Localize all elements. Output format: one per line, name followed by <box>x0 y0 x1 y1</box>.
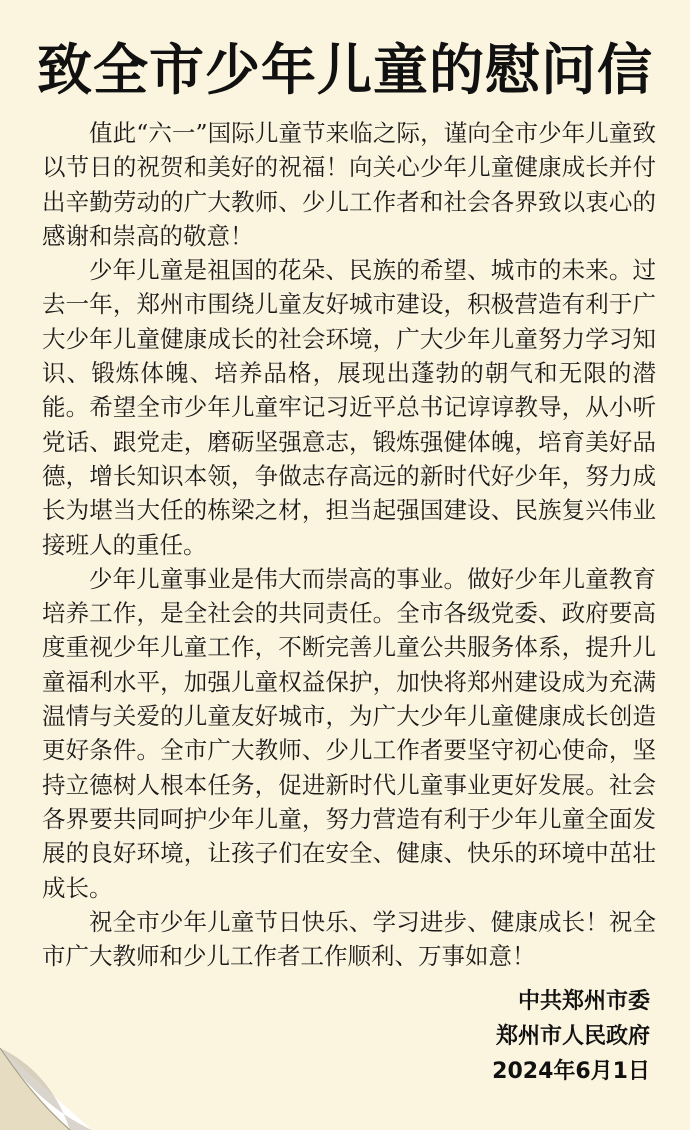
letter-body <box>42 116 656 973</box>
paragraph-responsibility: 少年儿童事业是伟大而崇高的事业。做好少年儿童教育培养工作，是全社会的共同责任。全市各级党委、政府要高度重视少年儿童工作，不断完善儿童公共服务体系，提升儿童福利水平，加强儿童权益保护，加快将郑州建设成为充满温情与关爱的儿童友好城市，为广大少年儿童健康成长创造更好条件。全市广大教师、少儿工作者要坚守初心使命，坚持立德树人根本任务，促进新时代儿童事业更好发展。社会各界要共同呵护少年儿童，努力营造有利于少年儿童全面发展的良好环境，让孩子们在安全、健康、快乐的环境中茁壮成长。 <box>42 564 656 902</box>
signature-date: 2024年6月1日 <box>492 1059 650 1084</box>
letter-title: 致全市少年儿童的慰问信 <box>36 38 653 102</box>
signature-block <box>492 984 650 1089</box>
paragraph-wishes: 祝全市少年儿童节日快乐、学习进步、健康成长！祝全市广大教师和少儿工作者工作顺利、万事如意！ <box>42 907 656 971</box>
page-curl-icon <box>0 1048 92 1130</box>
signature-party-committee: 中共郑州市委 <box>517 989 650 1014</box>
signature-government: 郑州市人民政府 <box>495 1024 650 1049</box>
paragraph-greeting: 值此“六一”国际儿童节来临之际，谨向全市少年儿童致以节日的祝贺和美好的祝福！向关心少年儿童健康成长并付出辛勤劳动的广大教师、少儿工作者和社会各界致以衷心的感谢和崇高的敬意！ <box>42 119 656 250</box>
paragraph-hope: 少年儿童是祖国的花朵、民族的希望、城市的未来。过去一年，郑州市围绕儿童友好城市建设，积极营造有利于广大少年儿童健康成长的社会环境，广大少年儿童努力学习知识、锻炼体魄、培养品格，展现出蓬勃的朝气和无限的潜能。希望全市少年儿童牢记习近平总书记谆谆教导，从小听党话、跟党走，磨砺坚强意志，锻炼强健体魄，培育美好品德，增长知识本领，争做志存高远的新时代好少年，努力成长为堪当大任的栋梁之材，担当起强国建设、民族复兴伟业接班人的重任。 <box>42 256 656 559</box>
